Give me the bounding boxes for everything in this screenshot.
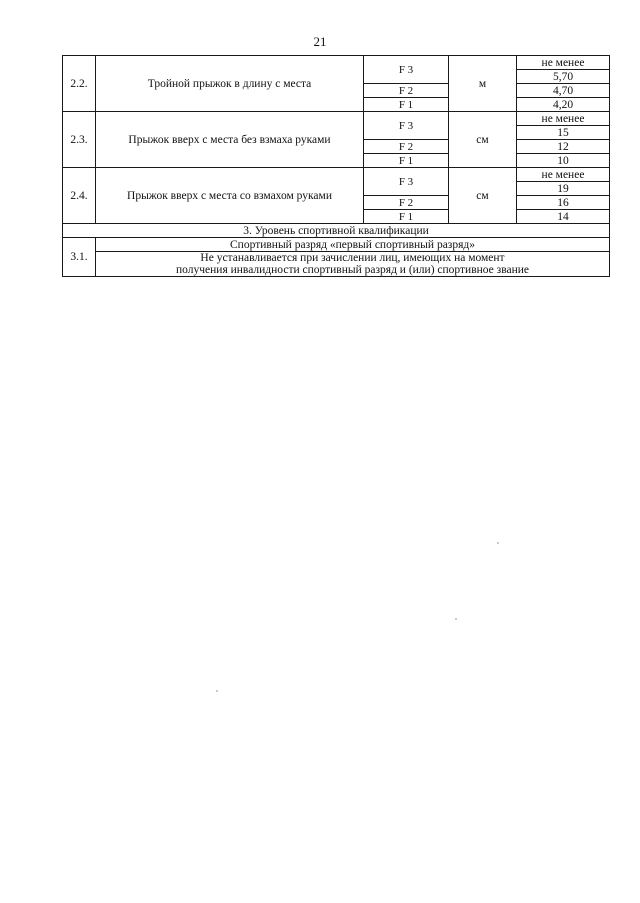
section-title: 3. Уровень спортивной квалификации: [63, 224, 610, 238]
table-row: [63, 238, 610, 252]
header-cell: не менее: [517, 56, 610, 70]
level-cell: F 1: [364, 154, 449, 168]
level-cell: F 2: [364, 140, 449, 154]
table-row: [63, 168, 610, 182]
rank-note-line-1: Не устанавливается при зачислении лиц, имеющих на момент: [200, 252, 505, 264]
row-number: 2.3.: [63, 112, 96, 168]
exercise-name: Тройной прыжок в длину с места: [96, 56, 364, 112]
value-cell: 16: [517, 196, 610, 210]
level-cell: F 3: [364, 168, 449, 196]
rank-title: Спортивный разряд «первый спортивный разряд»: [96, 238, 610, 252]
row-number: 2.4.: [63, 168, 96, 224]
header-cell: не менее: [517, 112, 610, 126]
value-cell: 10: [517, 154, 610, 168]
table-row: [63, 252, 610, 277]
table-row: [63, 112, 610, 126]
rank-note-line-2: получения инвалидности спортивный разряд и (или) спортивное звание: [176, 264, 529, 276]
level-cell: F 2: [364, 196, 449, 210]
table-row: [63, 56, 610, 70]
scan-speck: [216, 690, 218, 692]
header-cell: не менее: [517, 168, 610, 182]
value-cell: 5,70: [517, 70, 610, 84]
level-cell: F 3: [364, 112, 449, 140]
norms-table: [62, 55, 610, 277]
unit-cell: см: [449, 168, 517, 224]
level-cell: F 3: [364, 56, 449, 84]
row-number: 3.1.: [63, 238, 96, 277]
exercise-name: Прыжок вверх с места со взмахом руками: [96, 168, 364, 224]
level-cell: F 1: [364, 210, 449, 224]
value-cell: 4,70: [517, 84, 610, 98]
level-cell: F 1: [364, 98, 449, 112]
unit-cell: см: [449, 112, 517, 168]
value-cell: 14: [517, 210, 610, 224]
page-number: 21: [313, 34, 327, 49]
level-cell: F 2: [364, 84, 449, 98]
value-cell: 4,20: [517, 98, 610, 112]
table-row: [63, 224, 610, 238]
exercise-name: Прыжок вверх с места без взмаха руками: [96, 112, 364, 168]
scan-speck: [455, 618, 457, 620]
unit-cell: м: [449, 56, 517, 112]
value-cell: 15: [517, 126, 610, 140]
rank-note: [96, 252, 610, 277]
value-cell: 19: [517, 182, 610, 196]
scan-speck: [497, 542, 499, 544]
row-number: 2.2.: [63, 56, 96, 112]
value-cell: 12: [517, 140, 610, 154]
